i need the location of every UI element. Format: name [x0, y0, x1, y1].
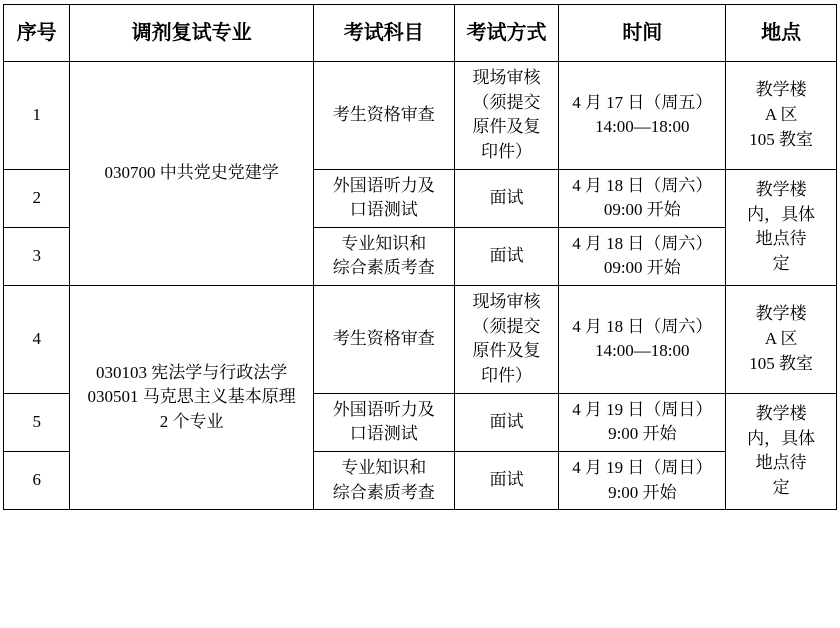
- table-row: [4, 286, 837, 394]
- cell-method: [454, 62, 559, 170]
- cell-seq: 6: [4, 451, 70, 509]
- subject-line: 综合素质考查: [332, 258, 435, 278]
- cell-seq: 3: [4, 227, 70, 285]
- cell-subject: [313, 62, 454, 170]
- major-line: 2 个专业: [159, 412, 224, 431]
- method-line: 现场审核: [472, 292, 541, 312]
- method-line: （须提交: [472, 316, 541, 336]
- time-clock: 9:00 开始: [608, 424, 677, 444]
- subject-line: 考生资格审查: [332, 329, 435, 349]
- column-header-seq: 序号: [4, 5, 70, 62]
- column-header-method: 考试方式: [454, 5, 559, 62]
- method-line: 印件）: [481, 366, 532, 386]
- cell-seq: 1: [4, 62, 70, 170]
- time-date: 4 月 17 日（周五）: [572, 92, 713, 112]
- column-header-time: 时间: [559, 5, 726, 62]
- place-line: 内，具体: [747, 428, 816, 448]
- time-clock: 14:00—18:00: [595, 341, 690, 361]
- cell-place: [726, 169, 837, 286]
- time-date: 4 月 18 日（周六）: [572, 233, 713, 253]
- place-line: 教学楼: [755, 304, 807, 324]
- time-clock: 9:00 开始: [608, 482, 677, 502]
- table-header-row: [4, 5, 837, 62]
- subject-line: 外国语听力及: [332, 399, 435, 419]
- subject-line: 考生资格审查: [332, 104, 435, 124]
- cell-subject: [313, 227, 454, 285]
- method-line: 原件及复: [472, 117, 541, 137]
- cell-subject: [313, 169, 454, 227]
- place-line: 教学楼: [755, 404, 807, 424]
- cell-time: [559, 62, 726, 170]
- cell-subject: [313, 393, 454, 451]
- replacement-interview-schedule-table: [3, 4, 837, 510]
- place-line: 地点待: [755, 453, 807, 473]
- subject-line: 口语测试: [349, 200, 418, 220]
- cell-seq: 4: [4, 286, 70, 394]
- major-line: 030103 宪法学与行政法学: [95, 362, 288, 382]
- method-line: （须提交: [472, 92, 541, 112]
- cell-seq: 2: [4, 169, 70, 227]
- cell-method: 面试: [454, 393, 559, 451]
- cell-place: [726, 286, 837, 394]
- place-line: 105 教室: [749, 129, 814, 149]
- subject-line: 综合素质考查: [332, 482, 435, 502]
- place-line: A 区: [764, 329, 798, 349]
- subject-line: 外国语听力及: [332, 175, 435, 195]
- place-line: 教学楼: [755, 180, 807, 200]
- subject-line: 专业知识和: [341, 233, 427, 253]
- cell-subject: [313, 286, 454, 394]
- cell-method: [454, 286, 559, 394]
- time-date: 4 月 19 日（周日）: [572, 399, 713, 419]
- column-header-place: 地点: [726, 5, 837, 62]
- column-header-major: 调剂复试专业: [70, 5, 313, 62]
- time-clock: 09:00 开始: [603, 200, 681, 220]
- major-line: 030501 马克思主义基本原理: [87, 387, 296, 407]
- cell-time: [559, 286, 726, 394]
- table-row: [4, 62, 837, 170]
- major-line: 030700 中共党史党建学: [104, 163, 279, 183]
- cell-time: [559, 451, 726, 509]
- subject-line: 专业知识和: [341, 457, 427, 477]
- place-line: 内，具体: [747, 204, 816, 224]
- cell-subject: [313, 451, 454, 509]
- cell-method: 面试: [454, 227, 559, 285]
- cell-major: [70, 62, 313, 286]
- cell-major: [70, 286, 313, 510]
- cell-seq: 5: [4, 393, 70, 451]
- time-date: 4 月 19 日（周日）: [572, 457, 713, 477]
- time-clock: 14:00—18:00: [595, 117, 690, 137]
- place-line: 定: [772, 253, 790, 273]
- cell-time: [559, 169, 726, 227]
- place-line: 教学楼: [755, 80, 807, 100]
- cell-time: [559, 227, 726, 285]
- time-clock: 09:00 开始: [603, 258, 681, 278]
- place-line: A 区: [764, 104, 798, 124]
- cell-place: [726, 62, 837, 170]
- time-date: 4 月 18 日（周六）: [572, 316, 713, 336]
- time-date: 4 月 18 日（周六）: [572, 175, 713, 195]
- place-line: 定: [772, 478, 790, 498]
- place-line: 105 教室: [749, 353, 814, 373]
- subject-line: 口语测试: [349, 424, 418, 444]
- cell-method: 面试: [454, 451, 559, 509]
- place-line: 地点待: [755, 229, 807, 249]
- cell-time: [559, 393, 726, 451]
- cell-place: [726, 393, 837, 510]
- method-line: 印件）: [481, 141, 532, 161]
- method-line: 原件及复: [472, 341, 541, 361]
- column-header-subject: 考试科目: [313, 5, 454, 62]
- cell-method: 面试: [454, 169, 559, 227]
- method-line: 现场审核: [472, 68, 541, 87]
